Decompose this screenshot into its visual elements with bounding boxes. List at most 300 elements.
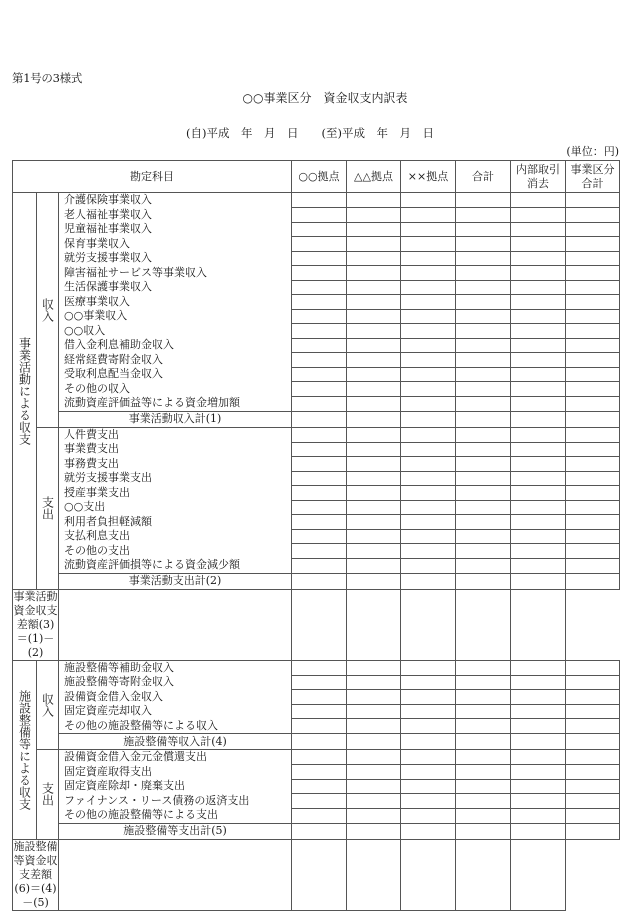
amount-cell[interactable]	[347, 208, 401, 223]
section-label-text: 施設整備等による収支	[17, 689, 32, 810]
amount-cell[interactable]	[401, 367, 456, 382]
amount-cell[interactable]	[456, 529, 511, 544]
amount-cell[interactable]	[292, 193, 347, 208]
amount-cell[interactable]	[292, 353, 347, 368]
amount-cell[interactable]	[566, 237, 620, 252]
subtotal-row	[13, 823, 620, 839]
amount-cell[interactable]	[511, 295, 566, 310]
amount-cell[interactable]	[292, 794, 347, 809]
amount-cell[interactable]	[566, 411, 620, 427]
amount-cell[interactable]	[347, 500, 401, 515]
amount-cell[interactable]	[511, 839, 566, 910]
table-row	[13, 457, 620, 472]
period-range: (自)平成 年 月 日 (至)平成 年 月 日	[186, 126, 434, 140]
amount-cell[interactable]	[347, 589, 401, 660]
amount-cell[interactable]	[347, 471, 401, 486]
account-item: 事業費支出	[59, 442, 292, 457]
amount-cell[interactable]	[347, 779, 401, 794]
amount-cell[interactable]	[292, 779, 347, 794]
amount-cell[interactable]	[456, 309, 511, 324]
amount-cell[interactable]	[401, 558, 456, 573]
amount-cell[interactable]	[566, 823, 620, 839]
table-row	[13, 251, 620, 266]
amount-cell[interactable]	[401, 222, 456, 237]
subtotal-row	[13, 411, 620, 427]
amount-cell[interactable]	[566, 442, 620, 457]
amount-cell[interactable]	[347, 839, 401, 910]
amount-cell[interactable]	[566, 382, 620, 397]
amount-cell[interactable]	[566, 719, 620, 734]
amount-cell[interactable]	[511, 734, 566, 750]
account-item: ○○支出	[59, 500, 292, 515]
amount-cell[interactable]	[456, 266, 511, 281]
amount-cell[interactable]	[456, 500, 511, 515]
amount-cell[interactable]	[292, 237, 347, 252]
amount-cell[interactable]	[456, 486, 511, 501]
amount-cell[interactable]	[292, 295, 347, 310]
amount-cell[interactable]	[292, 280, 347, 295]
account-item: 経常経費寄附金収入	[59, 353, 292, 368]
amount-cell[interactable]	[347, 808, 401, 823]
difference-row	[13, 839, 620, 910]
amount-cell[interactable]	[401, 750, 456, 765]
amount-cell[interactable]	[566, 427, 620, 442]
amount-cell[interactable]	[456, 589, 511, 660]
amount-cell[interactable]	[401, 280, 456, 295]
amount-cell[interactable]	[566, 471, 620, 486]
amount-cell[interactable]	[566, 660, 620, 675]
amount-cell[interactable]	[401, 765, 456, 780]
amount-cell[interactable]	[401, 544, 456, 559]
account-item: 施設整備等補助金収入	[59, 660, 292, 675]
amount-cell[interactable]	[347, 367, 401, 382]
amount-cell[interactable]	[456, 558, 511, 573]
amount-cell[interactable]	[292, 734, 347, 750]
amount-cell[interactable]	[347, 675, 401, 690]
amount-cell[interactable]	[511, 690, 566, 705]
amount-cell[interactable]	[292, 338, 347, 353]
amount-cell[interactable]	[456, 765, 511, 780]
amount-cell[interactable]	[511, 675, 566, 690]
amount-cell[interactable]	[456, 324, 511, 339]
amount-cell[interactable]	[511, 704, 566, 719]
amount-cell[interactable]	[456, 367, 511, 382]
amount-cell[interactable]	[347, 529, 401, 544]
amount-cell[interactable]	[292, 839, 347, 910]
amount-cell[interactable]	[456, 794, 511, 809]
amount-cell[interactable]	[511, 660, 566, 675]
amount-cell[interactable]	[347, 280, 401, 295]
amount-cell[interactable]	[347, 573, 401, 589]
amount-cell[interactable]	[401, 660, 456, 675]
amount-cell[interactable]	[456, 750, 511, 765]
amount-cell[interactable]	[511, 750, 566, 765]
amount-cell[interactable]	[566, 396, 620, 411]
amount-cell[interactable]	[347, 544, 401, 559]
amount-cell[interactable]	[456, 808, 511, 823]
unit-label: (単位：円)	[566, 145, 619, 158]
amount-cell[interactable]	[347, 823, 401, 839]
table-row	[13, 690, 620, 705]
amount-cell[interactable]	[401, 486, 456, 501]
amount-cell[interactable]	[456, 208, 511, 223]
amount-cell[interactable]	[347, 765, 401, 780]
amount-cell[interactable]	[401, 266, 456, 281]
table-row	[13, 704, 620, 719]
amount-cell[interactable]	[511, 457, 566, 472]
amount-cell[interactable]	[347, 719, 401, 734]
account-item: 障害福祉サービス等事業収入	[59, 266, 292, 281]
amount-cell[interactable]	[511, 558, 566, 573]
amount-cell[interactable]	[566, 338, 620, 353]
table-row	[13, 237, 620, 252]
amount-cell[interactable]	[511, 442, 566, 457]
amount-cell[interactable]	[347, 427, 401, 442]
table-row	[13, 500, 620, 515]
amount-cell[interactable]	[566, 353, 620, 368]
amount-cell[interactable]	[401, 442, 456, 457]
amount-cell[interactable]	[456, 719, 511, 734]
table-row	[13, 442, 620, 457]
amount-cell[interactable]	[456, 251, 511, 266]
table-row	[13, 266, 620, 281]
amount-cell[interactable]	[511, 515, 566, 530]
amount-cell[interactable]	[566, 208, 620, 223]
amount-cell[interactable]	[566, 486, 620, 501]
table-row	[13, 367, 620, 382]
amount-cell[interactable]	[292, 208, 347, 223]
amount-cell[interactable]	[347, 704, 401, 719]
amount-cell[interactable]	[401, 208, 456, 223]
amount-cell[interactable]	[511, 338, 566, 353]
amount-cell[interactable]	[401, 411, 456, 427]
expense-subtotal-label: 施設整備等支出計(5)	[59, 823, 292, 839]
amount-cell[interactable]	[292, 589, 347, 660]
amount-cell[interactable]	[566, 690, 620, 705]
amount-cell[interactable]	[292, 382, 347, 397]
amount-cell[interactable]	[511, 353, 566, 368]
amount-cell[interactable]	[456, 734, 511, 750]
amount-cell[interactable]	[566, 457, 620, 472]
amount-cell[interactable]	[566, 734, 620, 750]
amount-cell[interactable]	[401, 839, 456, 910]
income-label-text: 収入	[40, 297, 55, 322]
col-account: 勘定科目	[13, 161, 292, 193]
amount-cell[interactable]	[566, 515, 620, 530]
amount-cell[interactable]	[292, 529, 347, 544]
amount-cell[interactable]	[347, 396, 401, 411]
amount-cell[interactable]	[566, 794, 620, 809]
amount-cell[interactable]	[511, 719, 566, 734]
amount-cell[interactable]	[292, 515, 347, 530]
amount-cell[interactable]	[566, 500, 620, 515]
amount-cell[interactable]	[292, 719, 347, 734]
section-label	[13, 193, 37, 590]
amount-cell[interactable]	[401, 457, 456, 472]
income-group-label	[37, 660, 59, 750]
amount-cell[interactable]	[401, 396, 456, 411]
amount-cell[interactable]	[347, 338, 401, 353]
amount-cell[interactable]	[511, 266, 566, 281]
amount-cell[interactable]	[347, 353, 401, 368]
amount-cell[interactable]	[292, 251, 347, 266]
amount-cell[interactable]	[401, 529, 456, 544]
amount-cell[interactable]	[511, 823, 566, 839]
amount-cell[interactable]	[456, 573, 511, 589]
amount-cell[interactable]	[511, 544, 566, 559]
amount-cell[interactable]	[401, 338, 456, 353]
amount-cell[interactable]	[347, 411, 401, 427]
table-row	[13, 353, 620, 368]
amount-cell[interactable]	[456, 442, 511, 457]
amount-cell[interactable]	[401, 808, 456, 823]
amount-cell[interactable]	[456, 353, 511, 368]
amount-cell[interactable]	[292, 486, 347, 501]
table-row	[13, 765, 620, 780]
account-item: 支払利息支出	[59, 529, 292, 544]
amount-cell[interactable]	[456, 515, 511, 530]
amount-cell[interactable]	[566, 367, 620, 382]
amount-cell[interactable]	[456, 427, 511, 442]
amount-cell[interactable]	[347, 295, 401, 310]
amount-cell[interactable]	[566, 324, 620, 339]
amount-cell[interactable]	[566, 808, 620, 823]
amount-cell[interactable]	[292, 704, 347, 719]
amount-cell[interactable]	[401, 675, 456, 690]
amount-cell[interactable]	[566, 779, 620, 794]
col-internal-elimination	[511, 161, 566, 193]
account-item: その他の支出	[59, 544, 292, 559]
table-row	[13, 324, 620, 339]
table-row	[13, 208, 620, 223]
amount-cell[interactable]	[456, 779, 511, 794]
table-row	[13, 427, 620, 442]
amount-cell[interactable]	[401, 690, 456, 705]
income-label-text: 収入	[40, 692, 55, 717]
account-item: 流動資産評価益等による資金増加額	[59, 396, 292, 411]
amount-cell[interactable]	[347, 750, 401, 765]
amount-cell[interactable]	[511, 411, 566, 427]
amount-cell[interactable]	[347, 237, 401, 252]
amount-cell[interactable]	[401, 779, 456, 794]
amount-cell[interactable]	[292, 309, 347, 324]
amount-cell[interactable]	[401, 589, 456, 660]
amount-cell[interactable]	[292, 367, 347, 382]
subtotal-row	[13, 734, 620, 750]
amount-cell[interactable]	[401, 309, 456, 324]
amount-cell[interactable]	[292, 808, 347, 823]
amount-cell[interactable]	[347, 266, 401, 281]
amount-cell[interactable]	[511, 529, 566, 544]
amount-cell[interactable]	[292, 660, 347, 675]
account-item: ファイナンス・リース債務の返済支出	[59, 794, 292, 809]
amount-cell[interactable]	[347, 486, 401, 501]
amount-cell[interactable]	[511, 779, 566, 794]
amount-cell[interactable]	[401, 353, 456, 368]
amount-cell[interactable]	[456, 338, 511, 353]
amount-cell[interactable]	[511, 367, 566, 382]
amount-cell[interactable]	[401, 295, 456, 310]
amount-cell[interactable]	[292, 573, 347, 589]
account-item: 固定資産除却・廃棄支出	[59, 779, 292, 794]
amount-cell[interactable]	[292, 324, 347, 339]
amount-cell[interactable]	[401, 573, 456, 589]
amount-cell[interactable]	[401, 324, 456, 339]
amount-cell[interactable]	[401, 500, 456, 515]
amount-cell[interactable]	[401, 734, 456, 750]
amount-cell[interactable]	[456, 280, 511, 295]
table-row	[13, 515, 620, 530]
amount-cell[interactable]	[292, 266, 347, 281]
amount-cell[interactable]	[566, 750, 620, 765]
amount-cell[interactable]	[511, 794, 566, 809]
amount-cell[interactable]	[456, 471, 511, 486]
amount-cell[interactable]	[456, 382, 511, 397]
amount-cell[interactable]	[401, 427, 456, 442]
amount-cell[interactable]	[401, 704, 456, 719]
amount-cell[interactable]	[401, 794, 456, 809]
amount-cell[interactable]	[511, 222, 566, 237]
amount-cell[interactable]	[511, 471, 566, 486]
table-row	[13, 529, 620, 544]
table-row	[13, 338, 620, 353]
section-label-text: 事業活動による収支	[17, 336, 32, 445]
amount-cell[interactable]	[292, 396, 347, 411]
amount-cell[interactable]	[292, 765, 347, 780]
amount-cell[interactable]	[566, 266, 620, 281]
amount-cell[interactable]	[511, 251, 566, 266]
amount-cell[interactable]	[292, 558, 347, 573]
amount-cell[interactable]	[347, 690, 401, 705]
amount-cell[interactable]	[347, 251, 401, 266]
amount-cell[interactable]	[511, 808, 566, 823]
amount-cell[interactable]	[566, 193, 620, 208]
amount-cell[interactable]	[456, 237, 511, 252]
amount-cell[interactable]	[511, 280, 566, 295]
amount-cell[interactable]	[456, 839, 511, 910]
amount-cell[interactable]	[456, 295, 511, 310]
amount-cell[interactable]	[347, 193, 401, 208]
amount-cell[interactable]	[401, 193, 456, 208]
amount-cell[interactable]	[456, 411, 511, 427]
amount-cell[interactable]	[566, 558, 620, 573]
account-item: 固定資産取得支出	[59, 765, 292, 780]
amount-cell[interactable]	[292, 690, 347, 705]
amount-cell[interactable]	[347, 734, 401, 750]
amount-cell[interactable]	[401, 823, 456, 839]
amount-cell[interactable]	[347, 442, 401, 457]
amount-cell[interactable]	[456, 660, 511, 675]
amount-cell[interactable]	[566, 529, 620, 544]
amount-cell[interactable]	[511, 382, 566, 397]
amount-cell[interactable]	[347, 515, 401, 530]
amount-cell[interactable]	[292, 442, 347, 457]
difference-label: 施設整備等資金収支差額(6)＝(4)－(5)	[13, 839, 58, 909]
amount-cell[interactable]	[456, 544, 511, 559]
amount-cell[interactable]	[511, 309, 566, 324]
amount-cell[interactable]	[566, 573, 620, 589]
amount-cell[interactable]	[347, 382, 401, 397]
amount-cell[interactable]	[59, 589, 292, 660]
amount-cell[interactable]	[347, 222, 401, 237]
amount-cell[interactable]	[347, 794, 401, 809]
col-base-1: ○○拠点	[292, 161, 347, 193]
amount-cell[interactable]	[292, 823, 347, 839]
amount-cell[interactable]	[566, 765, 620, 780]
amount-cell[interactable]	[511, 765, 566, 780]
account-item: 老人福祉事業収入	[59, 208, 292, 223]
amount-cell[interactable]	[347, 324, 401, 339]
amount-cell[interactable]	[401, 382, 456, 397]
amount-cell[interactable]	[292, 411, 347, 427]
amount-cell[interactable]	[292, 222, 347, 237]
amount-cell[interactable]	[401, 515, 456, 530]
amount-cell[interactable]	[566, 704, 620, 719]
amount-cell[interactable]	[456, 222, 511, 237]
amount-cell[interactable]	[511, 396, 566, 411]
amount-cell[interactable]	[511, 193, 566, 208]
amount-cell[interactable]	[511, 589, 566, 660]
amount-cell[interactable]	[347, 558, 401, 573]
col-internal-elimination-line2: 消去	[527, 176, 549, 190]
amount-cell[interactable]	[456, 457, 511, 472]
amount-cell[interactable]	[511, 486, 566, 501]
amount-cell[interactable]	[292, 427, 347, 442]
income-subtotal-label: 施設整備等収入計(4)	[59, 734, 292, 750]
amount-cell[interactable]	[456, 675, 511, 690]
amount-cell[interactable]	[401, 251, 456, 266]
col-base-3: ××拠点	[401, 161, 456, 193]
amount-cell[interactable]	[292, 457, 347, 472]
account-item: 人件費支出	[59, 427, 292, 442]
amount-cell[interactable]	[456, 396, 511, 411]
amount-cell[interactable]	[59, 839, 292, 910]
amount-cell[interactable]	[292, 750, 347, 765]
amount-cell[interactable]	[511, 427, 566, 442]
amount-cell[interactable]	[566, 675, 620, 690]
amount-cell[interactable]	[566, 544, 620, 559]
amount-cell[interactable]	[347, 660, 401, 675]
amount-cell[interactable]	[456, 690, 511, 705]
amount-cell[interactable]	[456, 193, 511, 208]
amount-cell[interactable]	[566, 251, 620, 266]
account-item: ○○事業収入	[59, 309, 292, 324]
amount-cell[interactable]	[511, 324, 566, 339]
amount-cell[interactable]	[292, 471, 347, 486]
amount-cell[interactable]	[401, 237, 456, 252]
amount-cell[interactable]	[292, 544, 347, 559]
amount-cell[interactable]	[566, 295, 620, 310]
amount-cell[interactable]	[566, 280, 620, 295]
amount-cell[interactable]	[401, 719, 456, 734]
amount-cell[interactable]	[511, 500, 566, 515]
amount-cell[interactable]	[401, 471, 456, 486]
account-item: 保育事業収入	[59, 237, 292, 252]
amount-cell[interactable]	[456, 704, 511, 719]
amount-cell[interactable]	[566, 309, 620, 324]
amount-cell[interactable]	[511, 573, 566, 589]
amount-cell[interactable]	[347, 309, 401, 324]
amount-cell[interactable]	[456, 823, 511, 839]
amount-cell[interactable]	[292, 675, 347, 690]
account-item: 事務費支出	[59, 457, 292, 472]
amount-cell[interactable]	[292, 500, 347, 515]
amount-cell[interactable]	[347, 457, 401, 472]
amount-cell[interactable]	[511, 208, 566, 223]
amount-cell[interactable]	[566, 222, 620, 237]
account-item: 固定資産売却収入	[59, 704, 292, 719]
amount-cell[interactable]	[511, 237, 566, 252]
